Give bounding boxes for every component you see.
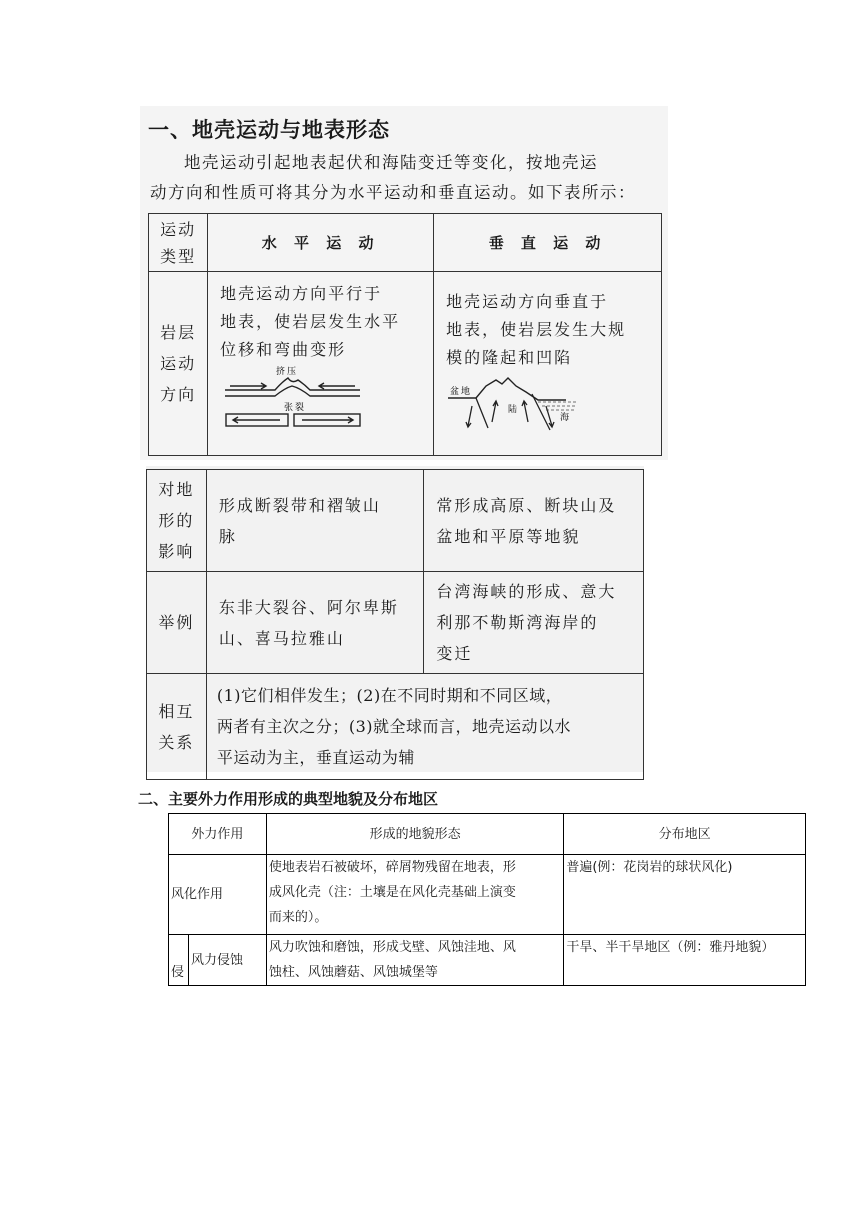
text-line: 风力吹蚀和磨蚀，形成戈壁、风蚀洼地、风 xyxy=(268,940,516,955)
table-row xyxy=(169,855,806,935)
vertical-example-cell xyxy=(424,572,644,674)
text-line: (1)它们相伴发生；(2)在不同时期和不同区域， xyxy=(216,686,563,705)
header-landform: 形成的地貌形态 xyxy=(266,814,564,855)
table-header-row xyxy=(169,814,806,855)
arrow-right-icon xyxy=(302,417,353,423)
text-line: 东非大裂谷、阿尔卑斯 xyxy=(218,597,399,617)
text-line: 模的隆起和凹陷 xyxy=(446,348,573,367)
label-line: 影响 xyxy=(158,542,195,561)
arrow-down-icon xyxy=(466,406,472,427)
text-line: 盆地和平原等地貌 xyxy=(436,526,581,546)
label-line: 相互 xyxy=(158,701,195,721)
arrow-left-icon xyxy=(233,417,280,423)
label-line: 关系 xyxy=(158,732,195,752)
table-row xyxy=(169,935,806,986)
horizontal-direction-cell xyxy=(208,272,434,456)
table-row xyxy=(147,470,644,572)
force-weathering: 风化作用 xyxy=(169,855,267,935)
arrow-right-icon xyxy=(230,383,266,389)
compress-label: 挤压 xyxy=(276,367,299,377)
external-forces-table xyxy=(168,813,806,986)
row-label-direction xyxy=(149,272,208,456)
text-line: 平运动为主，垂直运动为辅 xyxy=(216,748,415,767)
text-line: 两者有主次之分；(3)就全球而言，地壳运动以水 xyxy=(216,717,572,736)
text-line: 地表，使岩层发生水平 xyxy=(220,312,401,331)
label-line: 运动 xyxy=(160,354,197,373)
fold-curve-top xyxy=(225,378,360,390)
label-line: 方向 xyxy=(160,385,197,404)
horizontal-movement-diagram xyxy=(220,364,420,434)
region-wind-erosion: 干旱、半干旱地区（例：雅丹地貌） xyxy=(564,935,806,986)
force-wind-erosion: 风力侵蚀 xyxy=(188,935,266,986)
text-line: 地表，使岩层发生大规 xyxy=(446,320,627,339)
text-line: 利那不勒斯湾海岸的 xyxy=(436,613,599,632)
text-line: 脉 xyxy=(218,526,237,546)
row-label-example: 举例 xyxy=(147,572,207,674)
fold-curve-bottom xyxy=(225,386,360,396)
section1-intro xyxy=(150,148,665,208)
relation-cell xyxy=(206,674,643,780)
section1-title: 一、地壳运动与地表形态 xyxy=(148,118,390,142)
arrow-left-icon xyxy=(319,383,355,389)
land-label: 陆 xyxy=(508,405,520,415)
header-vertical: 垂 直 运 动 xyxy=(434,214,662,272)
table-row xyxy=(147,674,644,780)
table-row xyxy=(147,572,644,674)
corner-line-1: 运动 xyxy=(160,219,197,239)
crust-movement-table-top xyxy=(148,213,662,456)
basin-label: 盆地 xyxy=(450,387,473,397)
landform-wind-erosion xyxy=(266,935,564,986)
text-line: 形成断裂带和褶皱山 xyxy=(218,495,381,515)
horizontal-example-cell xyxy=(206,572,424,674)
group-erosion xyxy=(169,935,189,986)
region-weathering: 普遍(例：花岗岩的球状风化) xyxy=(564,855,806,935)
section2-title: 二、主要外力作用形成的典型地貌及分布地区 xyxy=(138,790,439,808)
header-region: 分布地区 xyxy=(564,814,806,855)
text-line: 台湾海峡的形成、意大 xyxy=(436,582,617,601)
group-label: 侵 xyxy=(171,965,185,980)
text-line: 山、喜马拉雅山 xyxy=(218,628,345,648)
corner-header xyxy=(149,214,208,272)
row-label-relation xyxy=(147,674,207,780)
corner-line-2: 类型 xyxy=(160,246,197,266)
text-line: 变迁 xyxy=(436,644,473,663)
intro-line-1: 地壳运动引起地表起伏和海陆变迁等变化，按地壳运 xyxy=(184,153,598,172)
horizontal-influence-cell xyxy=(206,470,424,572)
arrow-up-icon xyxy=(522,401,528,422)
text-line: 地壳运动方向垂直于 xyxy=(446,292,609,311)
text-line: 常形成高原、断块山及 xyxy=(436,495,617,515)
row-label-influence xyxy=(147,470,207,572)
label-line: 岩层 xyxy=(160,323,197,342)
vertical-influence-cell xyxy=(424,470,644,572)
sea-label: 海 xyxy=(560,413,572,423)
vertical-direction-cell xyxy=(434,272,662,456)
label-line: 形的 xyxy=(158,511,195,530)
crust-movement-table-bottom xyxy=(146,469,644,780)
text-line: 地壳运动方向平行于 xyxy=(220,284,383,303)
header-force: 外力作用 xyxy=(169,814,267,855)
arrow-up-icon xyxy=(492,401,498,422)
text-line: 蚀柱、风蚀蘑菇、风蚀城堡等 xyxy=(268,965,438,980)
vertical-movement-diagram xyxy=(446,372,646,434)
text-line: 使地表岩石被破坏，碎屑物残留在地表，形 xyxy=(268,860,516,875)
text-line: 位移和弯曲变形 xyxy=(220,340,347,359)
label-line: 对地 xyxy=(158,480,195,499)
sea-water xyxy=(538,402,576,410)
text-line: 而来的）。 xyxy=(268,910,328,925)
tension-label: 张裂 xyxy=(284,403,307,413)
intro-line-2: 动方向和性质可将其分为水平运动和垂直运动。如下表所示： xyxy=(150,183,636,202)
text-line: 成风化壳（注：土壤是在风化壳基础上演变 xyxy=(268,885,516,900)
landform-weathering xyxy=(266,855,564,935)
header-horizontal: 水 平 运 动 xyxy=(208,214,434,272)
